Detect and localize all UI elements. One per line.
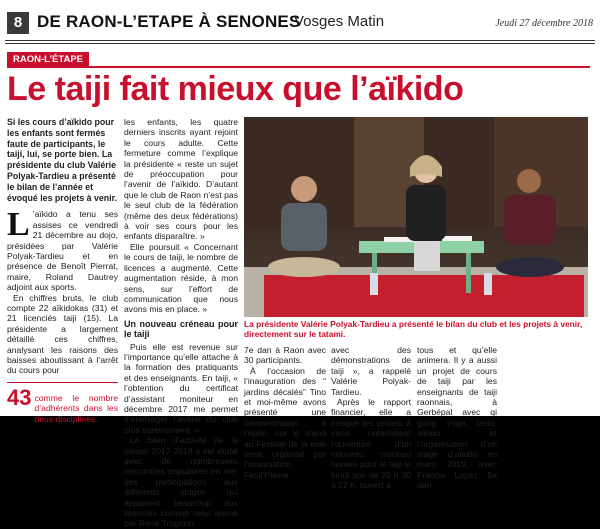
page-header bbox=[5, 4, 595, 40]
article-column-1 bbox=[7, 117, 118, 424]
stat-rule bbox=[7, 382, 118, 383]
subheading: Un nouveau créneau pour le taiji bbox=[124, 318, 238, 340]
paragraph: Après le rapport financier, elle a évoqué les projets à venir, notamment l’ouverture d’un nouveau créneau horaire pour le taiji le lundi soir de 20 h 30 à 22 h, ouvert à bbox=[331, 397, 411, 491]
paragraph: Le bilan d’activité de la saison 2017-2018 a été établi avec de nombreuses rencontres populaires en été, des participations aux différents stages qui apportent beaucoup aux licenciés comme celui animé par René Trognon, bbox=[124, 435, 238, 529]
paragraph: Puis elle est revenue sur l’importance qu’elle attache à la formation des pratiquants et des enseignants. En taiji, « l’obtention du certificat d’assistant moniteur en décembre 2017 me permet d’envisager l’avenir du club plus sereinement. » bbox=[124, 341, 238, 435]
newspaper-name: Vosges Matin bbox=[294, 13, 385, 30]
header-rule bbox=[5, 40, 595, 44]
paragraph: 7e dan à Raon avec 30 participants. bbox=[244, 345, 326, 366]
stat-text: comme le nombre d’adhérents dans les deux disciplines. bbox=[34, 392, 118, 424]
stat-number: 43 bbox=[7, 384, 32, 410]
article-photo bbox=[244, 117, 588, 317]
article-column-4 bbox=[331, 345, 411, 491]
paragraph: ’aïkido a tenu ses assises ce vendredi 21 décembre au dojo, présidées par Valérie Polyak-Tardieu et en présence de Benoît Pierrat, maire, Roland Dautrey adjoint aux sports. bbox=[7, 209, 118, 293]
article-column-3 bbox=[244, 345, 326, 480]
paragraph: À l’occasion de l’inauguration des “ jardins décalés” Tino et moi-même avons présenté une démonstration à l’épée, sur le stand au Festival de la voie verte organisé par l’association Festi’Plaine bbox=[244, 365, 326, 480]
page-number: 8 bbox=[7, 12, 29, 34]
section-locality: DE RAON-L’ETAPE À SENONES bbox=[37, 12, 301, 31]
article-chapeau: Si les cours d’aïkido pour les enfants sont fermés faute de participants, le taiji, lui, se porte bien. La présidente du club Valérie Polyak-Tardieu a présenté le bilan de l’année et évoqué les projets à venir. bbox=[7, 117, 118, 203]
issue-date: Jeudi 27 décembre 2018 bbox=[495, 18, 593, 29]
drop-cap: L bbox=[7, 206, 30, 244]
photo-illustration bbox=[244, 117, 588, 317]
article-headline: Le taiji fait mieux que l’aïkido bbox=[7, 70, 464, 108]
article-column-2 bbox=[124, 117, 238, 529]
paragraph: les enfants, les quatre derniers inscrits ayant rejoint le cours adulte. Cette fermeture comme l’explique la présidente « reste un sujet de préoccupation pour l’avenir de l’aïkido. D’autant que le club de Raon n’est pas le seul club de la fédération (même des deux fédérations) à voir ses cours pour les enfants disparaître. » bbox=[124, 117, 238, 242]
paragraph: Elle poursuit « Concernant le cours de taiji, le nombre de licences a augmenté. Cette augmentation réside, à mon sens, sur l’effort de communication que nous avons mis en place. » bbox=[124, 241, 238, 315]
photo-caption: La présidente Valérie Polyak-Tardieu a présenté le bilan du club et les projets à venir, directement sur le tatami. bbox=[244, 319, 583, 340]
paragraph: En chiffres bruts, le club compte 22 aïkidokas (31) et 21 licenciés taiji (15). La présidente a largement détaillé ces chiffres, analysant les raisons des baisses aboutissant à l’arrêt du cours pour bbox=[7, 292, 118, 376]
kicker-rule bbox=[7, 66, 590, 68]
article-column-5 bbox=[417, 345, 497, 491]
article-kicker: RAON-L’ÉTAPE bbox=[7, 52, 89, 67]
paragraph: avec des démonstrations de taiji », a rappelé Valérie Polyak-Tardieu. bbox=[331, 345, 411, 397]
paragraph: tous et qu’elle animera. Il y a aussi un projet de cours de taiji par les enseignants de taiji raonnais, à Gerbépal avec qi gong, yoga, laido, aïkido et l’organisation d’un stage d’aïkido en mars 2019, avec Francis Lopez 5e dan. bbox=[417, 345, 497, 491]
stat-box bbox=[7, 384, 118, 424]
